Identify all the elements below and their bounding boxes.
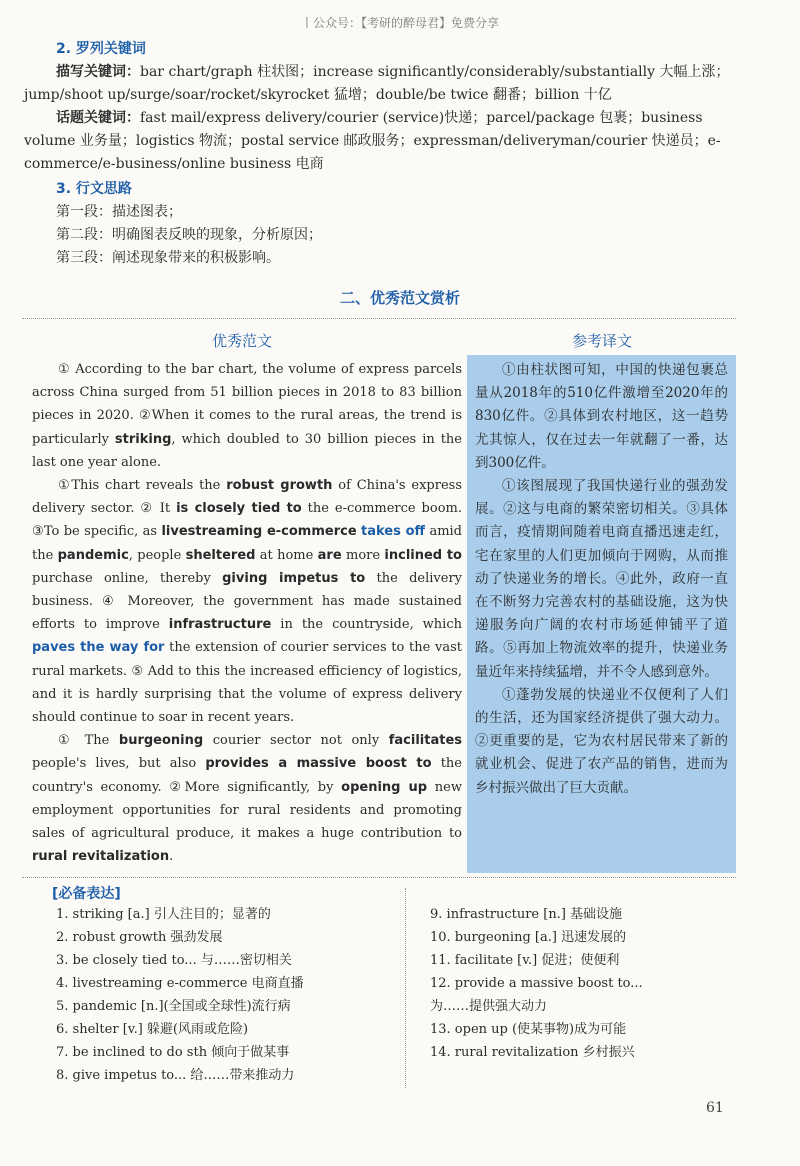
outline-line-3: 第三段：阐述现象带来的积极影响。: [56, 250, 280, 266]
expression-item: 13. open up (使某事物)成为可能: [430, 1022, 627, 1037]
expression-item: 6. shelter [v.] 躲避(风雨或危险): [56, 1022, 249, 1037]
expression-item: 12. provide a massive boost to...: [430, 976, 643, 991]
essay-text: purchase online, thereby: [32, 570, 223, 586]
essay-text: the country's economy. ②More significantly, by: [32, 756, 462, 795]
essay-text: courier sector not only: [203, 733, 389, 749]
expression-item: 为……提供强大动力: [430, 999, 548, 1014]
key-phrase: rural revitalization: [32, 849, 170, 865]
essay-text: , people: [128, 547, 186, 563]
expression-item: 1. striking [a.] 引人注目的；显著的: [56, 907, 271, 922]
desc-keywords: [24, 61, 746, 107]
key-phrase: is closely tied to: [176, 501, 302, 517]
essay-text: at home: [255, 547, 318, 563]
key-phrase: are: [317, 547, 342, 563]
topic-keywords-text: fast mail/express delivery/courier (service)快递；parcel/package 包裹；business volume 业务量；logistics 物流；postal service 邮政服务；expressman/deliveryman/courier 快递员；e-commerce/e-business/online business 电商: [24, 110, 721, 172]
essay-text: the delivery business. ④ Moreover, the government has made sustained efforts to improve: [32, 570, 463, 633]
desc-keywords-label: 描写关键词：: [56, 64, 140, 80]
expression-item: 5. pandemic [n.](全国或全球性)流行病: [56, 999, 291, 1014]
essay-text: new employment opportunities for rural residents and promoting sales of agricultural produce, it makes a huge contribution to: [32, 779, 462, 842]
divider-bottom: [22, 877, 736, 878]
key-phrase: opening up: [341, 779, 428, 795]
translation-paragraph-2: ①该图展现了我国快递行业的强劲发展。②这与电商的繁荣密切相关。③具体而言，疫情期间随着电商直播迅速走红，宅在家里的人们更加倾向于网购，从而推动了快递业务的增长。④此外，政府一直在不断努力完善农村的基础设施，这为快递服务向广阔的农村市场延伸铺平了道路。⑤再加上物流效率的提升，快递业务量近年来持续猛增，并不令人感到意外。: [475, 478, 728, 680]
outline-line-2: 第二段：明确图表反映的现象，分析原因；: [56, 227, 322, 243]
essay-paragraph-3: [32, 729, 462, 868]
key-phrase: robust growth: [226, 478, 333, 494]
page-header: 丨公众号：【考研的醉母君】免费分享: [300, 16, 499, 30]
page-number: 61: [706, 1100, 724, 1116]
expression-item: 2. robust growth 强劲发展: [56, 930, 223, 945]
expressions-title: [必备表达]: [52, 886, 121, 902]
essay-text: the e-commerce boom. ③To be specific, as: [32, 501, 462, 540]
model-essay: [32, 358, 462, 868]
part-title: 二、优秀范文赏析: [339, 289, 460, 307]
key-phrase: sheltered: [185, 547, 256, 563]
essay-text: ① The: [58, 733, 119, 749]
essay-text: the extension of courier services to the vast rural markets. ⑤ Add to this the increased efficiency of logistics, and it is hardly surprising that the volume of express delivery should continue to soar in recent years.: [32, 640, 462, 726]
list-separator: [405, 888, 406, 1088]
essay-text: of China's express delivery sector. ② It: [32, 478, 462, 517]
key-phrase: takes off: [361, 524, 426, 540]
key-phrase: pandemic: [57, 547, 129, 563]
expression-item: 10. burgeoning [a.] 迅速发展的: [430, 930, 627, 945]
essay-paragraph-2: [32, 474, 462, 729]
essay-text: , which doubled to 30 billion pieces in the last one year alone.: [32, 431, 462, 470]
essay-paragraph-1: [32, 358, 462, 474]
essay-heading: 优秀范文: [212, 332, 273, 350]
section-3-title: 3. 行文思路: [56, 181, 132, 197]
essay-text: ① According to the bar chart, the volume of express parcels across China surged from 51 billion pieces in 2018 to 83 billion pieces in 2020. ②When it comes to the rural areas, the trend is particularly: [32, 362, 462, 447]
divider-top: [22, 318, 736, 319]
key-phrase: giving impetus to: [222, 570, 366, 586]
expression-item: 14. rural revitalization 乡村振兴: [430, 1045, 635, 1060]
essay-text: in the countryside, which: [271, 617, 462, 633]
key-phrase: facilitates: [388, 733, 462, 749]
translation-heading: 参考译文: [572, 332, 633, 350]
outline-line-1: 第一段：描述图表；: [56, 204, 182, 220]
topic-keywords-label: 话题关键词：: [56, 110, 140, 126]
expressions-left-list: [56, 903, 304, 1087]
key-phrase: infrastructure: [168, 617, 272, 633]
expression-item: 3. be closely tied to... 与……密切相关: [56, 953, 292, 968]
translation-paragraph-3: ①蓬勃发展的快递业不仅便利了人们的生活，还为国家经济提供了强大动力。②更重要的是，它为农村居民带来了新的就业机会、促进了农产品的销售，进而为乡村振兴做出了巨大贡献。: [475, 686, 728, 796]
essay-text: .: [169, 849, 174, 865]
section-outline: [56, 178, 746, 270]
key-phrase: striking: [114, 431, 172, 447]
expression-item: 4. livestreaming e-commerce 电商直播: [56, 976, 304, 991]
essay-text: more: [341, 547, 385, 563]
expression-item: 8. give impetus to... 给……带来推动力: [56, 1068, 295, 1083]
topic-keywords: [24, 107, 746, 176]
desc-keywords-text: bar chart/graph 柱状图；increase significantly/considerably/substantially 大幅上涨；jump/shoot up/surge/soar/rocket/skyrocket 猛增；double/be twice 翻番；billion 十亿: [24, 64, 730, 103]
key-phrase: livestreaming e-commerce: [161, 524, 357, 540]
key-phrase: inclined to: [384, 547, 462, 563]
expressions-right-list: [430, 903, 643, 1064]
section-keywords: [24, 38, 746, 176]
key-phrase: paves the way for: [32, 640, 165, 656]
expression-item: 11. facilitate [v.] 促进；使便利: [430, 953, 620, 968]
translation-box: [467, 355, 736, 873]
essay-text: amid the: [32, 524, 462, 563]
key-phrase: burgeoning: [118, 733, 204, 749]
essay-text: people's lives, but also: [32, 756, 206, 772]
key-phrase: provides a massive boost to: [205, 756, 432, 772]
translation-paragraph-1: ①由柱状图可知，中国的快递包裹总量从2018年的510亿件激增至2020年的830亿件。②具体到农村地区，这一趋势尤其惊人，仅在过去一年就翻了一番，达到300亿件。: [475, 362, 728, 471]
section-2-title: 2. 罗列关键词: [56, 41, 146, 57]
expression-item: 7. be inclined to do sth 倾向于做某事: [56, 1045, 290, 1060]
essay-text: ①This chart reveals the: [58, 478, 227, 494]
expression-item: 9. infrastructure [n.] 基础设施: [430, 907, 623, 922]
